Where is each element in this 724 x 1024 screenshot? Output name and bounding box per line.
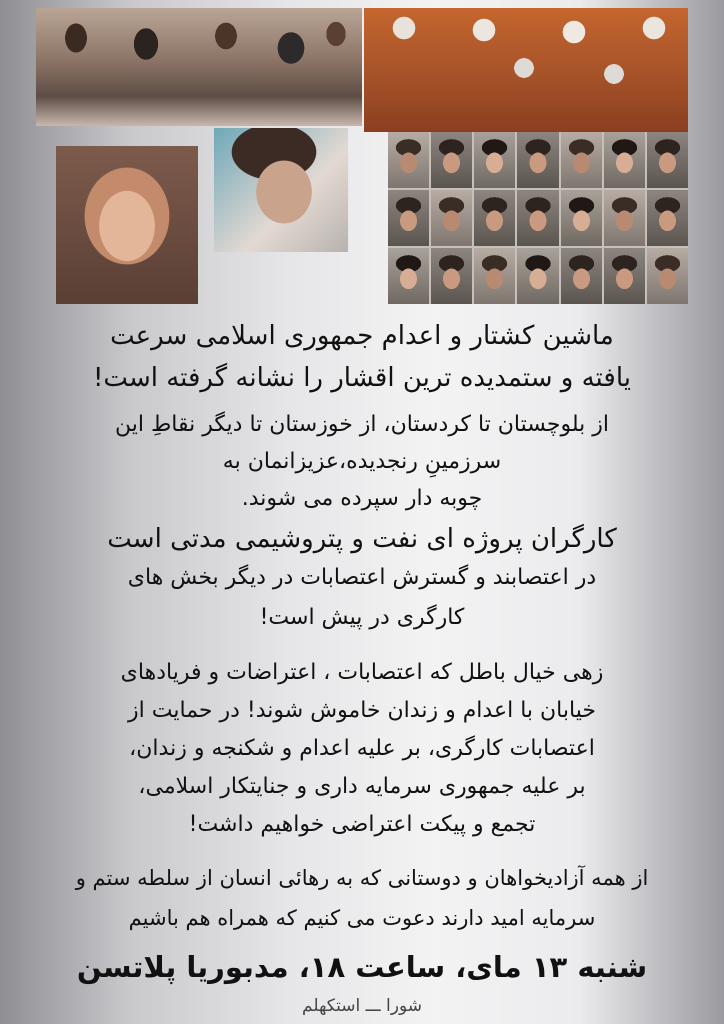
victim-portrait [517,190,558,246]
victim-portrait [604,132,645,188]
portrait-photo-youth [214,128,348,252]
victim-portrait [561,248,602,304]
victim-portrait [388,248,429,304]
victim-portrait [431,190,472,246]
headline [30,316,694,398]
regions-line: چوبه دار سپرده می شوند. [241,486,483,511]
statement-line: بر علیه جمهوری سرمایه داری و جنایتکار اسلامی، [138,774,586,799]
regions-paragraph [30,406,694,517]
victim-portrait [431,132,472,188]
victim-portrait [604,190,645,246]
victim-portrait [474,132,515,188]
workers-line: کارگری در پیش است! [259,605,465,630]
victim-portrait [561,190,602,246]
protest-crowd-photo [36,8,362,126]
headline-line: یافته و ستمدیده ترین اقشار را نشانه گرفته است! [92,363,631,393]
invitation-paragraph [30,858,694,938]
workers-paragraph [30,520,694,638]
invitation-line: سرمایه امید دارند دعوت می کنیم که همراه هم باشیم [128,906,596,930]
event-details [30,942,694,992]
headline-line: ماشین کشتار و اعدام جمهوری اسلامی سرعت [110,321,614,351]
portrait-photo-man [56,146,198,304]
victim-portrait [431,248,472,304]
victim-portrait [474,190,515,246]
victim-portrait [474,248,515,304]
workers-line: در اعتصابند و گسترش اعتصابات در دیگر بخش های [127,565,597,590]
statement-line: اعتصابات کارگری، بر علیه اعدام و شکنجه و زندان، [129,736,595,761]
statement-line: تجمع و پیکت اعتراضی خواهیم داشت! [188,812,536,837]
event-date-time-place: شنبه ۱۳ مای، ساعت ۱۸، مدبوریا پلاتسن [76,950,648,984]
victim-portrait [561,132,602,188]
striking-workers-photo [364,8,688,132]
organizer-signature: شورا ـــ استکهلم [302,996,422,1016]
invitation-line: از همه آزادیخواهان و دوستانی که به رهائی انسان از سلطه ستم و [75,866,649,890]
statement-paragraph [30,654,694,844]
statement-line: زهی خیال باطل که اعتصابات ، اعتراضات و فریادهای [120,660,604,685]
workers-line: کارگران پروژه ای نفت و پتروشیمی مدتی است [107,524,617,554]
victim-portrait [517,132,558,188]
victim-portrait [388,190,429,246]
victim-portrait [517,248,558,304]
victim-portrait [388,132,429,188]
statement-line: خیابان با اعدام و زندان خاموش شوند! در حمایت از [128,698,596,723]
regions-line: سرزمینِ رنجدیده،عزیزانمان به [222,449,502,474]
victim-portrait [647,132,688,188]
victim-portrait [604,248,645,304]
regions-line: از بلوچستان تا کردستان، از خوزستان تا دیگر نقاطِ این [114,412,609,437]
victim-portrait [647,190,688,246]
victims-portrait-grid [388,132,688,304]
victim-portrait [647,248,688,304]
signature [30,994,694,1018]
